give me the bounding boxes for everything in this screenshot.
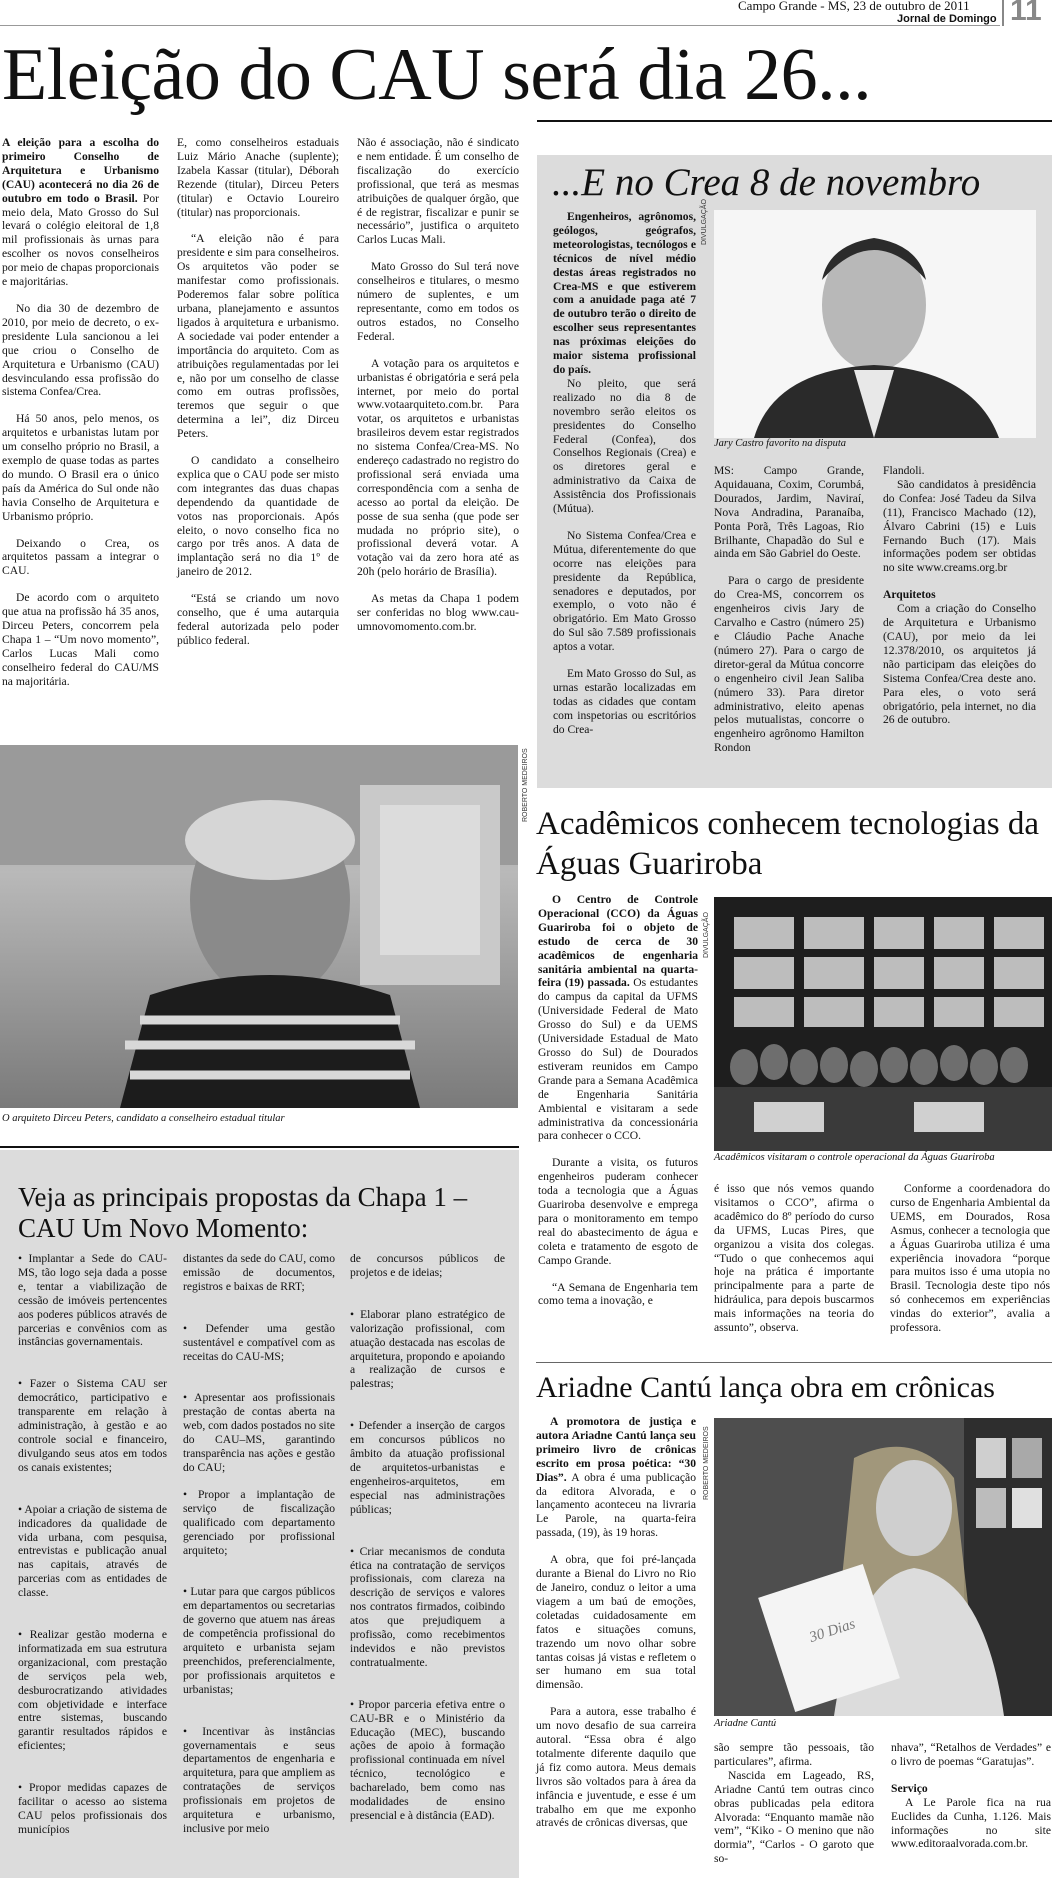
proposals-headline: Veja as principais propostas da Chapa 1 – CAU Um Novo Momento: [18, 1182, 468, 1243]
ariadne-article-col1 [536, 1415, 696, 1843]
paragraph: Não é associação, não é sindicato e nem entidade. É um conselho de fiscalização do exercício profissional, que terá as mesmas atribuições de qualquer órgão, que é de registrar, fiscalizar e punir se necessário”, justifica o arquiteto Carlos Lucas Mali. [357, 136, 519, 247]
ariadne-article-col3 [891, 1741, 1051, 1864]
photo-caption: Acadêmicos visitaram o controle operacional da Águas Guariroba [714, 1152, 995, 1163]
ariadne-article-col2 [714, 1741, 874, 1879]
paragraph: são sempre tão pessoais, tão particulares”, afirma. [714, 1741, 874, 1768]
photo-credit: DIVULGAÇÃO [701, 199, 708, 245]
paragraph: O candidato a conselheiro explica que o CAU pode ser misto com integrantes das duas chapas dependendo da quantidade de votos nas proporcionais. Após eleito, o novo conselho fica no cargo por três anos. A data de implantação será no dia 1º de janeiro de 2012. [177, 454, 339, 579]
ariadne-subhead: Serviço [891, 1781, 928, 1795]
control-room-illustration [714, 897, 1052, 1151]
dirceu-peters-photo [0, 745, 518, 1108]
ariadne-lead: A promotora de justiça e autora Ariadne Cantú lança seu primeiro livro de crônicas escrito em prosa poética: “30 Dias”. [536, 1415, 696, 1484]
proposal-item: • Fazer o Sistema CAU ser democrático, participativo e transparente em relação à administração, à gestão e ao controle social e financeiro, divulgando seus atos em todos os canais existentes; [18, 1377, 167, 1474]
photo-credit: ROBERTO MEDEIROS [703, 1426, 710, 1500]
paper-name: Jornal de Domingo [897, 13, 997, 25]
proposals-col1 [18, 1252, 167, 1850]
main-article-col1 [2, 136, 159, 702]
main-headline: Eleição do CAU será dia 26... [2, 34, 872, 116]
photo-caption: Ariadne Cantú [714, 1718, 777, 1729]
crea-article-col2 [714, 464, 864, 768]
paragraph: Para a autora, esse trabalho é um novo desafio de sua carreira autoral. “Essa obra é algo totalmente diferente daquilo que já fiz como autora. Meus demais livros são voltados para à área da infância e juventude, e esse é um trabalho em que me exponho através de crônicas diversas, que [536, 1705, 696, 1830]
portrait-illustration [0, 745, 518, 1108]
jary-castro-photo [714, 210, 1036, 438]
proposal-item: • Propor a implantação de serviço de fiscalização qualificado com departamento gerenciado por profissional arquiteto; [183, 1487, 335, 1557]
crea-top-rule [537, 120, 1052, 122]
paragraph: nhava”, “Retalhos de Verdades” e o livro de poemas “Garatujas”. [891, 1741, 1051, 1768]
aguas-article-col1 [538, 893, 698, 1321]
header-separator [1002, 0, 1004, 26]
paragraph: “A Semana de Engenharia tem como tema a inovação, e [538, 1280, 698, 1308]
paragraph: Durante a visita, os futuros engenheiros puderam conhecer toda a tecnologia que a Águas Guariroba desenvolve e emprega para o monitoramento em tempo real do abastecimento de água e coleta e tratamento de esgoto de Campo Grande. [538, 1156, 698, 1267]
paragraph: A obra, que foi pré-lançada durante a Bienal do Livro no Rio de Janeiro, conduz o leitor a uma viagem a um baú de emoções, coletadas cuidadosamente em fatos e situações comuns, trazendo um novo olhar sobre tantas coisas já vistas e refletem o ser humano em sua total dimensão. [536, 1553, 696, 1692]
ariadne-headline: Ariadne Cantú lança obra em crônicas [536, 1371, 995, 1404]
aguas-headline: Acadêmicos conhecem tecnologias da Águas Guariroba [536, 806, 1040, 882]
aguas-lead: O Centro de Controle Operacional (CCO) da Águas Guariroba foi o objeto de estudo de cerca de 30 acadêmicos de engenharia sanitária ambiental na quarta-feira (19) passada. [538, 893, 698, 990]
crea-subhead: Arquitetos [883, 588, 936, 602]
proposal-item: • Apresentar aos profissionais prestação de contas aberta na web, com dados postados no site do CAU–MS, garantindo transparência nas ações e gestão do CAU; [183, 1391, 335, 1474]
paragraph: No Sistema Confea/Crea e Mútua, diferentemente do que ocorre nas eleições para presidente da República, senadores e deputados, por exemplo, o voto não é obrigatório. Em Mato Grosso do Sul são 7.589 profissionais aptos a votar. [553, 528, 696, 654]
paragraph: Nascida em Lageado, RS, Ariadne Cantú tem outras cinco obras publicadas pela editora Alvorada: “Enquanto mamãe não vem”, “Kiko - O menino que não dormia”, “Carlos - O garoto que so- [714, 1768, 874, 1866]
paragraph: Com a criação do Conselho de Arquitetura e Urbanismo (CAU), por meio da lei 12.378/2010, os arquitetos já não participam das eleições do Sistema Confea/Crea deste ano. Para eles, o voto será obrigatório, pela internet, no dia 26 de outubro. [883, 602, 1036, 727]
paragraph: As metas da Chapa 1 podem ser conferidas no blog www.cau-umnovomomento.com.br. [357, 592, 519, 633]
crea-article-col1 [553, 210, 696, 750]
paragraph: No pleito, que será realizado no dia 8 de novembro serão eleitos os presidentes do Conselho Federal (Confea), dos Conselhos Regionais (Crea) e os diretores geral e administrativo da Caixa de Assistência dos Profissionais (Mútua). [553, 376, 696, 516]
proposal-item: de concursos públicos de projetos e de ideias; [350, 1252, 505, 1279]
paragraph: MS: Campo Grande, Aquidauana, Coxim, Corumbá, Dourados, Jardim, Naviraí, Nova Andradina, Paranaíba, Ponta Porã, Três Lagoas, Rio Brilhante, Chapadão do Sul e ainda em São Gabriel do Oeste. [714, 464, 864, 561]
proposal-item: • Incentivar às instâncias governamentais e seus departamentos de engenharia e arquitetura, para que ampliem as contratações de serviços profissionais em projetos de arquitetura e urbanismo, inclusive por meio [183, 1724, 335, 1835]
paragraph: A votação para os arquitetos e urbanistas é obrigatória e será pela internet, por meio do portal www.votaarquiteto.com.br. Para votar, os arquitetos e urbanistas brasileiros devem estar registrados no sistema Confea/Crea-MS. No endereço cadastrado no registro do profissional será enviada uma correspondência com a senha de acesso ao portal da eleição. De posse de sua senha (que pode ser mudada no próprio site), o profissional deverá votar. A votação vai da zero hora até as 20h (pelo horário de Brasília). [357, 356, 519, 579]
paragraph: São candidatos à presidência do Confea: José Tadeu da Silva (11), Francisco Machado (12), Álvaro Cabrini (15) e Luis Fernando Buch (17). Mais informações podem ser obtidas no site www.creams.org.br [883, 477, 1036, 575]
ariadne-top-rule [536, 1362, 1052, 1363]
paragraph: No dia 30 de dezembro de 2010, por meio de decreto, o ex-presidente Lula sancionou a lei que criou o Conselho de Arquitetura e Urbanismo (CAU) desvinculando essa profissão do sistema Confea/Crea. [2, 301, 159, 399]
paragraph: De acordo com o arquiteto que atua na profissão há 35 anos, Dirceu Peters, concorrem pela Chapa 1 – “Um novo momento”, Carlos Lucas Mali como conselheiro federal do CAU/MS na majoritária. [2, 591, 159, 688]
aguas-article-col2 [714, 1182, 874, 1348]
portrait-illustration [714, 1418, 1052, 1716]
crea-lead: Engenheiros, agrônomos, geólogos, geógrafos, meteorologistas, tecnólogos e técnicos de nível médio destas áreas registrados no Crea-MS e que estiverem com a anuidade paga até 7 de outubro terão o direito de escolher seus representantes nas próximas eleições do maior sistema profissional do país. [553, 210, 696, 376]
paragraph: Em Mato Grosso do Sul, as urnas estarão localizadas em todas as cidades que contam com inspetorias ou escritórios do Crea- [553, 667, 696, 736]
photo-credit: ROBERTO MEDEIROS [522, 748, 529, 822]
main-article-col2 [177, 136, 339, 661]
paragraph: Conforme a coordenadora do curso de Engenharia Ambiental da UEMS, em Dourados, Rosa Asmus, conhecer a tecnologia que a Águas Guariroba utiliza é uma experiência inovadora “porque para muitos isso é uma utopia no Brasil. Tecnologia deste tipo nós só conhecemos em experiências vindas do exterior”, avalia a professora. [890, 1182, 1050, 1335]
proposal-item: • Realizar gestão moderna e informatizada em sua estrutura organizacional, com prestação de serviços pela web, desburocratizando atividades com objetividade e interface entre sistemas, buscando garantir resultados rápidos e eficientes; [18, 1628, 167, 1753]
main-article-col3 [357, 136, 519, 647]
ariadne-photo [714, 1418, 1052, 1716]
book-cover-title: 30 Dias [807, 1616, 858, 1646]
proposal-item: • Elaborar plano estratégico de valorização profissional, com atuação destacada nas escolas de arquitetura, propondo e apoiando a realização de cursos e palestras; [350, 1307, 505, 1391]
paragraph: é isso que nós vemos quando visitamos o CCO”, afirma o acadêmico do 8º período do curso da UFMS, Lucas Pires, que organizou a visita dos colegas. “Tudo o que conhecemos aqui hoje na prática é importante principalmente para a parte de hidráulica, para depois buscarmos mais informações na teoria do assunto”, observa. [714, 1182, 874, 1335]
dateline: Campo Grande - MS, 23 de outubro de 2011 [738, 0, 970, 13]
paragraph: Deixando o Crea, os arquitetos passam a integrar o CAU. [2, 536, 159, 578]
paragraph: A Le Parole fica na rua Euclides da Cunha, 1.126. Mais informações no site www.editoraalvorada.com.br. [891, 1795, 1051, 1851]
photo-caption: Jary Castro favorito na disputa [714, 438, 847, 449]
paragraph: “Está se criando um novo conselho, que é uma autarquia federal autorizada pelo poder público federal. [177, 592, 339, 647]
photo-caption: O arquiteto Dirceu Peters, candidato a conselheiro estadual titular [2, 1113, 285, 1124]
paragraph: Mato Grosso do Sul terá nove conselheiros e titulares, o mesmo número de suplentes, e um representante, como em todos os outros estados, no Conselho Federal. [357, 260, 519, 343]
proposal-item: distantes da sede do CAU, como emissão de documentos, registros e baixas de RRT; [183, 1252, 335, 1293]
page-header [0, 0, 1052, 28]
main-article-lead: A eleição para a escolha do primeiro Conselho de Arquitetura e Urbanismo (CAU) acontecerá no dia 26 de outubro em todo o Brasil. [2, 136, 159, 205]
header-rule [0, 25, 1000, 26]
paragraph: Há 50 anos, pelo menos, os arquitetos e urbanistas lutam por um conselho próprio no Brasil, a exemplo de quase todas as partes do mundo. O Brasil era o único país da América do Sul onde não havia Conselho de Arquitetura e Urbanismo próprio. [2, 412, 159, 523]
proposal-item: • Lutar para que cargos públicos em departamentos ou secretarias de governo que atuem nas áreas de competência profissional do arquiteto e urbanista sejam preenchidos, preferencialmente, por profissionais arquitetos e urbanistas; [183, 1585, 335, 1696]
paragraph: Por meio dela, Mato Grosso do Sul levará o colégio eleitoral de 1,8 mil profissionais às urnas para escolher os novos conselheiros por meio de chapas proporcionais e majoritárias. [2, 191, 160, 289]
proposals-col3 [350, 1252, 505, 1836]
cco-photo [714, 897, 1052, 1151]
proposals-col2 [183, 1252, 335, 1849]
paragraph: Os estudantes do campus da capital da UFMS (Universidade Federal de Mato Grosso do Sul) e da UEMS (Universidade Estadual de Mato Grosso do Sul) de Dourados estiveram reunidos em Campo Grande para a Semana Acadêmica de Engenharia Sanitária Ambiental e visitaram a sede administrativa da concessionária para conhecer o CCO. [538, 976, 698, 1143]
paragraph: “A eleição não é para presidente e sim para conselheiros. Os arquitetos vão poder se manifestar como profissionais. Poderemos falar sobre política urbana, planejamento e assuntos ligados à arquitetura e urbanismo. A sociedade vai poder entender a importância do arquiteto. Com as atribuições regulamentadas por lei e, não por um conselho de classe como em outras profissões, teremos que seguir o que determina a lei”, diz Dirceu Peters. [177, 232, 339, 441]
crea-headline: ...E no Crea 8 de novembro [552, 161, 981, 204]
proposal-item: • Implantar a Sede do CAU-MS, tão logo seja dada a posse e, tentar a viabilização de cessão de imóveis pertencentes aos poderes públicos através de parcerias e convênios com as instâncias governamentais. [18, 1252, 167, 1349]
proposal-item: • Propor medidas capazes de facilitar o acesso ao sistema CAU pelos profissionais dos municípios [18, 1781, 167, 1836]
page-number: 11 [1010, 0, 1042, 27]
paragraph: A obra é uma publicação da editora Alvorada, e o lançamento aconteceu na livraria Le Parole, na quarta-feira passada, (19), às 19 horas. [536, 1470, 696, 1540]
crea-article-col3 [883, 464, 1036, 740]
portrait-illustration [714, 210, 1036, 438]
proposal-item: • Propor parceria efetiva entre o CAU-BR e o Ministério da Educação (MEC), buscando ações de apoio à formação profissional continuada em nível técnico, tecnológico e bacharelado, bem como nas modalidades de ensino presencial e à distância (EAD). [350, 1697, 505, 1822]
paragraph: E, como conselheiros estaduais Luiz Mário Anache (suplente); Izabela Kassar (titular), Déborah Rezende (titular), Dirceu Peters (titular) e Octavio Loureiro (titular) nas proporcionais. [177, 136, 339, 219]
paragraph: Flandoli. [883, 464, 925, 477]
photo-credit: DIVULGAÇÃO [703, 912, 710, 958]
proposal-item: • Defender a inserção de cargos em concursos públicos no âmbito da atuação profissional de arquitetos-urbanistas e engenheiros-arquitetos, em especial nas administrações públicas; [350, 1419, 505, 1516]
proposal-item: • Apoiar a criação de sistema de indicadores da qualidade de vida urbana, com pesquisa, entrevistas e publicação anual nas capitais, através de parcerias com as entidades de classe. [18, 1502, 167, 1600]
proposals-top-rule [0, 1146, 519, 1148]
proposal-item: • Criar mecanismos de conduta ética na contratação de serviços profissionais, com clareza na descrição de serviços e valores nos contratos firmados, coibindo atos que prejudiquem a profissão, como recebimentos indevidos e não previstos contratualmente. [350, 1544, 505, 1669]
proposal-item: • Defender uma gestão sustentável e compatível com as receitas do CAU-MS; [183, 1321, 335, 1363]
aguas-article-col3 [890, 1182, 1050, 1348]
paragraph: Para o cargo de presidente do Crea-MS, concorrem os engenheiros civis Jary de Carvalho e Castro (número 25) e Cláudio Pache Anache (número 27). Para o cargo de diretor-geral da Mútua concorre o engenheiro civil Jean Saliba (número 33). Para diretor administrativo, eleito apenas pelos mutualistas, concorre o engenheiro agrônomo Hamilton Rondon [714, 574, 864, 755]
